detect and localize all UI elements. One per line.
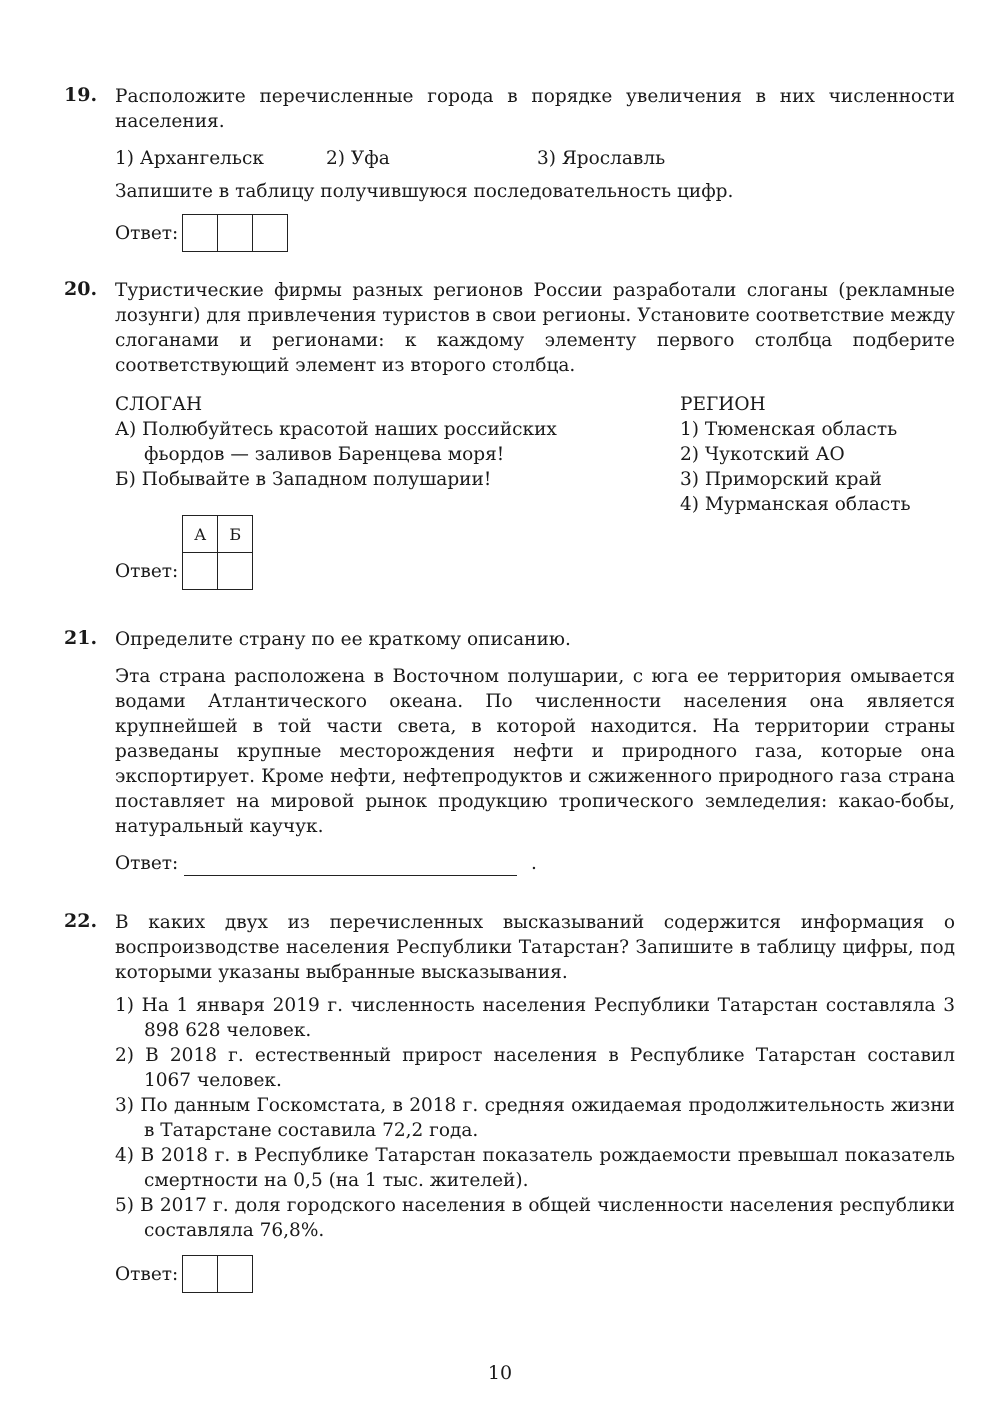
answer-cell[interactable] xyxy=(253,215,287,251)
region-header: РЕГИОН xyxy=(680,394,766,415)
answer-cell[interactable] xyxy=(183,215,218,251)
region-1: 1) Тюменская область xyxy=(680,419,898,440)
region-column xyxy=(680,392,955,517)
slogan-a: А) Полюбуйтесь красотой наших российских фьордов — заливов Баренцева моря! xyxy=(115,419,557,465)
matching-columns xyxy=(115,392,955,517)
page-number: 10 xyxy=(487,1362,513,1384)
answer-header-a: А xyxy=(183,516,218,553)
answer-row xyxy=(115,515,955,590)
slogan-b: Б) Побывайте в Западном полушарии! xyxy=(115,469,492,490)
answer-cell[interactable] xyxy=(218,215,253,251)
answer-row xyxy=(115,851,955,876)
statement-2: 2) В 2018 г. естественный прирост населения в Республике Татарстан составил 1067 человек. xyxy=(115,1045,955,1091)
region-2: 2) Чукотский АО xyxy=(680,444,845,465)
option-2: 2) Уфа xyxy=(326,148,390,169)
region-3: 3) Приморский край xyxy=(680,469,882,490)
answer-cell-b[interactable] xyxy=(218,553,253,590)
answer-label: Ответ: xyxy=(115,853,179,874)
option-1: 1) Архангельск xyxy=(115,148,264,169)
answer-row xyxy=(115,214,955,252)
question-number: 19. xyxy=(64,84,98,106)
answer-cells xyxy=(182,214,288,252)
question-text: В каких двух из перечисленных высказываний содержится информация о воспроизводстве населения Республики Татарстан? Запишите в таблицу цифры, под которыми указаны выбранные высказывания. xyxy=(115,912,955,983)
question-22 xyxy=(60,910,955,1293)
question-text: Определите страну по ее краткому описанию. xyxy=(115,629,571,650)
answer-line[interactable] xyxy=(184,853,517,876)
answer-label: Ответ: xyxy=(115,1263,179,1285)
country-description: Эта страна расположена в Восточном полушарии, с юга ее территория омывается водами Атлантического океана. По численности населения она является крупнейшей в той части света, в которой находится. На территории страны разведаны крупные месторождения нефти и природного газа, которые она экспортирует. Кроме нефти, нефтепродуктов и сжиженного природного газа страна поставляет на мировой рынок продукцию тропического земледелия: какао-бобы, натуральный каучук. xyxy=(115,666,955,837)
statement-3: 3) По данным Госкомстата, в 2018 г. средняя ожидаемая продолжительность жизни в Татарстане составила 72,2 года. xyxy=(115,1095,955,1141)
statement-4: 4) В 2018 г. в Республике Татарстан показатель рождаемости превышал показатель смертности на 0,5 (на 1 тыс. жителей). xyxy=(115,1145,955,1191)
answer-label: Ответ: xyxy=(115,561,179,582)
option-3: 3) Ярославль xyxy=(537,148,666,169)
instruction-text: Запишите в таблицу получившуюся последовательность цифр. xyxy=(115,181,734,202)
answer-cell-a[interactable] xyxy=(183,553,218,590)
statement-list xyxy=(115,993,955,1243)
city-options xyxy=(115,146,955,171)
question-number: 20. xyxy=(64,278,98,300)
question-text: Расположите перечисленные города в порядке увеличения в них численности населения. xyxy=(115,86,955,132)
statement-5: 5) В 2017 г. доля городского населения в общей численности населения республики составляла 76,8%. xyxy=(115,1195,955,1241)
answer-label: Ответ: xyxy=(115,222,179,244)
question-number: 21. xyxy=(64,627,98,649)
answer-period: . xyxy=(531,853,537,874)
statement-1: 1) На 1 января 2019 г. численность населения Республики Татарстан составляла 3 898 628 человек. xyxy=(115,995,955,1041)
question-number: 22. xyxy=(64,910,98,932)
slogan-column xyxy=(115,392,595,517)
answer-table xyxy=(182,515,253,590)
question-21 xyxy=(60,627,955,876)
answer-header-b: Б xyxy=(218,516,253,553)
answer-cell[interactable] xyxy=(218,1256,252,1292)
slogan-header: СЛОГАН xyxy=(115,394,203,415)
question-20 xyxy=(60,278,955,590)
answer-cells xyxy=(182,1255,253,1293)
region-4: 4) Мурманская область xyxy=(680,494,911,515)
question-19 xyxy=(60,84,955,252)
answer-cell[interactable] xyxy=(183,1256,218,1292)
question-text: Туристические фирмы разных регионов России разработали слоганы (рекламные лозунги) для привлечения туристов в свои регионы. Установите соответствие между слоганами и регионами: к каждому элементу первого столбца подберите соответствующий элемент из второго столбца. xyxy=(115,280,955,376)
answer-row xyxy=(115,1255,955,1293)
